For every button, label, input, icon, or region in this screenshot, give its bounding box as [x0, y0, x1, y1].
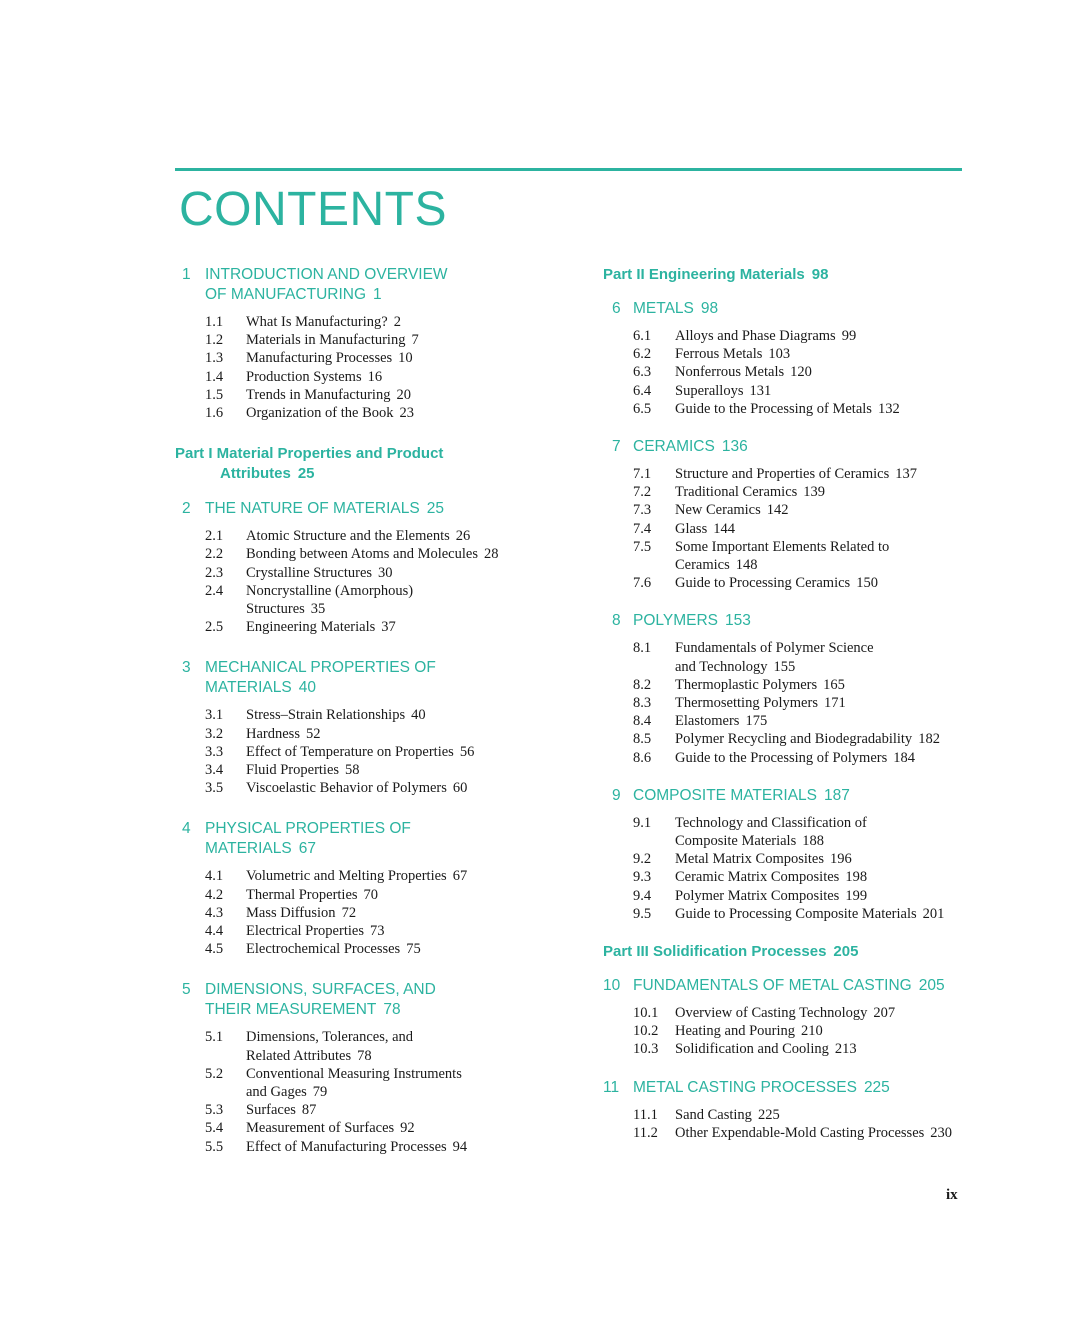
section-page-number: 199: [845, 887, 868, 904]
part-heading[interactable]: [603, 265, 973, 285]
section-number: 4.3: [205, 904, 224, 921]
section-number: 8.2: [633, 676, 652, 693]
section-title-line: Crystalline Structures 30: [246, 564, 393, 581]
header-rule: [175, 168, 962, 171]
section-number: 4.4: [205, 923, 224, 940]
section-number: 1.1: [205, 314, 224, 330]
toc-section-entry[interactable]: [175, 940, 565, 958]
chapter-page-number: 187: [824, 786, 850, 804]
section-title-line: Manufacturing Processes 10: [246, 350, 413, 367]
toc-section-entry[interactable]: [175, 867, 565, 885]
section-page-number: 225: [757, 1106, 780, 1123]
section-page-number: 73: [369, 923, 385, 940]
section-number: 10.1: [633, 1005, 659, 1022]
section-number: 2.4: [205, 582, 224, 599]
toc-section-entry[interactable]: [603, 1106, 973, 1124]
section-number: 3.3: [205, 743, 224, 760]
chapter-title-line: DIMENSIONS, SURFACES, AND: [205, 981, 436, 999]
section-title-line: Viscoelastic Behavior of Polymers 60: [246, 780, 468, 797]
part-title-line: Part I Material Properties and Product: [175, 445, 444, 463]
section-list: [175, 867, 565, 958]
toc-section-entry[interactable]: [175, 618, 565, 636]
chapter-title-line: COMPOSITE MATERIALS 187: [633, 786, 850, 804]
toc-section-entry[interactable]: [175, 313, 565, 331]
chapter-number: 9: [612, 786, 621, 804]
toc-section-entry[interactable]: [175, 368, 565, 386]
section-page-number: 120: [790, 364, 812, 381]
section-page-number: 155: [773, 658, 796, 675]
section-title-line: Electrical Properties 73: [246, 923, 385, 940]
section-list: [603, 465, 973, 592]
section-page-number: 87: [301, 1102, 317, 1119]
section-number: 6.3: [633, 364, 652, 381]
section-page-number: 182: [918, 731, 940, 748]
section-title-line: Effect of Manufacturing Processes 94: [246, 1138, 468, 1155]
chapter-page-number: 205: [918, 977, 945, 995]
section-number: 8.1: [633, 640, 652, 657]
section-title-line: Trends in Manufacturing 20: [246, 386, 411, 403]
section-number: 2.2: [205, 546, 224, 563]
section-number: 9.2: [633, 851, 652, 868]
section-title-line: Hardness 52: [246, 725, 321, 742]
chapter-title-line: THE NATURE OF MATERIALS 25: [205, 500, 444, 518]
section-title-line: Related Attributes 78: [246, 1047, 372, 1064]
section-page-number: 103: [768, 346, 791, 363]
section-number: 7.4: [633, 520, 652, 537]
section-list: [175, 706, 565, 797]
section-number: 1.3: [205, 350, 224, 367]
section-page-number: 67: [452, 868, 468, 885]
toc-section-entry[interactable]: [175, 349, 565, 367]
part-title-line: Attributes 25: [220, 465, 315, 483]
chapter-title-line: OF MANUFACTURING 1: [205, 286, 382, 303]
section-list: [603, 327, 973, 418]
toc-section-entry[interactable]: [175, 1101, 565, 1119]
section-page-number: 79: [312, 1084, 328, 1101]
chapter-page-number: 153: [725, 612, 751, 630]
section-title-line: Metal Matrix Composites 196: [675, 851, 852, 868]
section-page-number: 132: [877, 400, 900, 417]
section-title-line: New Ceramics 142: [675, 502, 789, 519]
section-title-line: Fundamentals of Polymer Science: [675, 640, 874, 657]
chapter-number: 8: [612, 612, 621, 630]
chapter-number: 10: [603, 977, 621, 995]
section-title-line: Guide to Processing Ceramics 150: [675, 575, 878, 592]
section-number: 7.3: [633, 502, 652, 519]
section-title-line: Conventional Measuring Instruments: [246, 1065, 462, 1082]
toc-section-entry[interactable]: [603, 1022, 973, 1040]
section-number: 4.1: [205, 868, 224, 885]
toc-section-entry[interactable]: [603, 850, 973, 868]
section-number: 9.5: [633, 905, 652, 922]
toc-section-entry[interactable]: [603, 676, 973, 694]
section-number: 5.3: [205, 1102, 224, 1119]
toc-section-entry[interactable]: [175, 886, 565, 904]
section-number: 3.5: [205, 780, 224, 797]
section-number: 7.6: [633, 575, 652, 592]
section-number: 8.3: [633, 695, 652, 712]
section-page-number: 175: [745, 713, 768, 730]
section-title-line: Ferrous Metals 103: [675, 346, 791, 363]
section-title-line: Other Expendable-Mold Casting Processes 230: [675, 1124, 953, 1141]
section-page-number: 171: [823, 695, 846, 712]
section-page-number: 198: [845, 869, 868, 886]
chapter-page-number: 136: [721, 438, 748, 456]
toc-section-entry[interactable]: [603, 749, 973, 767]
section-title-line: Production Systems 16: [246, 368, 383, 385]
section-number: 7.1: [633, 466, 652, 483]
section-title-line: Superalloys 131: [675, 382, 772, 399]
part-heading[interactable]: [175, 444, 565, 484]
section-number: 6.1: [633, 328, 652, 344]
chapter-page-number: 1: [373, 286, 382, 303]
toc-section-entry[interactable]: [603, 483, 973, 501]
section-title-line: Thermal Properties 70: [246, 886, 379, 903]
toc-section-entry[interactable]: [603, 814, 973, 850]
section-title-line: Surfaces 87: [246, 1102, 317, 1119]
section-number: 3.4: [205, 762, 224, 779]
section-list: [603, 639, 973, 766]
section-title-line: Technology and Classification of: [675, 814, 867, 831]
chapter-heading[interactable]: [603, 437, 973, 457]
section-number: 11.2: [633, 1124, 658, 1141]
section-list: [603, 1106, 973, 1142]
section-title-line: Guide to the Processing of Metals 132: [675, 400, 900, 417]
toc-section-entry[interactable]: [175, 386, 565, 404]
toc-section-entry[interactable]: [603, 905, 973, 923]
section-number: 9.4: [633, 887, 652, 904]
toc-section-entry[interactable]: [175, 1119, 565, 1137]
toc-section-entry[interactable]: [603, 730, 973, 748]
section-page-number: 188: [802, 833, 824, 850]
section-number: 2.3: [205, 564, 224, 581]
chapter-heading[interactable]: [603, 1078, 973, 1098]
section-number: 3.2: [205, 725, 224, 742]
section-number: 1.5: [205, 386, 224, 403]
toc-section-entry[interactable]: [603, 639, 973, 675]
chapter-heading[interactable]: [603, 786, 973, 806]
toc-section-entry[interactable]: [175, 1065, 565, 1101]
toc-section-entry[interactable]: [603, 694, 973, 712]
section-number: 1.4: [205, 368, 224, 385]
part-title-line: Part III Solidification Processes 205: [603, 943, 859, 961]
section-number: 6.2: [633, 346, 652, 363]
chapter-heading[interactable]: [175, 499, 565, 519]
section-page-number: 92: [400, 1120, 415, 1137]
toc-section-entry[interactable]: [603, 538, 973, 574]
toc-section-entry[interactable]: [603, 574, 973, 592]
section-page-number: 201: [922, 905, 945, 922]
section-title-line: Heating and Pouring 210: [675, 1023, 823, 1040]
section-page-number: 230: [930, 1124, 953, 1141]
toc-section-entry[interactable]: [603, 501, 973, 519]
section-title-line: Elastomers 175: [675, 713, 768, 730]
section-list: [175, 1028, 565, 1155]
section-page-number: 37: [381, 619, 396, 636]
section-title-line: Organization of the Book 23: [246, 405, 415, 422]
toc-section-entry[interactable]: [175, 564, 565, 582]
section-number: 1.2: [205, 332, 224, 349]
section-number: 10.2: [633, 1023, 659, 1040]
section-number: 1.6: [205, 405, 224, 422]
chapter-title-line: MATERIALS 67: [205, 840, 316, 858]
section-title-line: Atomic Structure and the Elements 26: [246, 528, 471, 545]
toc-section-entry[interactable]: [603, 345, 973, 363]
section-title-line: Some Important Elements Related to: [675, 538, 890, 555]
chapter-number: 11: [603, 1078, 620, 1096]
toc-section-entry[interactable]: [603, 520, 973, 538]
section-number: 8.5: [633, 731, 652, 748]
toc-section-entry[interactable]: [603, 868, 973, 886]
section-title-line: Composite Materials 188: [675, 833, 824, 850]
section-page-number: 148: [735, 557, 758, 574]
section-title-line: Thermosetting Polymers 171: [675, 695, 846, 712]
section-title-line: Overview of Casting Technology 207: [675, 1005, 896, 1022]
chapter-heading[interactable]: [175, 819, 565, 859]
section-title-line: Volumetric and Melting Properties 67: [246, 868, 468, 885]
section-number: 5.4: [205, 1120, 224, 1137]
section-list: [175, 313, 565, 422]
section-title-line: Polymer Recycling and Biodegradability 182: [675, 731, 940, 748]
section-title-line: Traditional Ceramics 139: [675, 484, 826, 501]
section-title-line: Stress–Strain Relationships 40: [246, 707, 426, 724]
chapter-page-number: 25: [426, 500, 444, 518]
chapter-heading[interactable]: [603, 611, 973, 631]
section-number: 4.2: [205, 886, 224, 903]
section-title-line: Alloys and Phase Diagrams 99: [675, 328, 857, 344]
section-page-number: 137: [895, 466, 917, 483]
section-page-number: 99: [841, 328, 857, 344]
section-page-number: 213: [834, 1041, 857, 1058]
section-page-number: 2: [393, 314, 401, 330]
chapter-title-line: METALS 98: [633, 300, 719, 317]
section-page-number: 210: [801, 1023, 823, 1040]
section-number: 9.3: [633, 869, 652, 886]
toc-section-entry[interactable]: [603, 465, 973, 483]
chapter-heading[interactable]: [175, 658, 565, 698]
toc-section-entry[interactable]: [175, 545, 565, 563]
section-number: 6.5: [633, 400, 652, 417]
section-page-number: 16: [367, 368, 383, 385]
toc-section-entry[interactable]: [175, 1028, 565, 1064]
chapter-number: 1: [182, 266, 191, 283]
section-page-number: 196: [830, 851, 852, 868]
section-title-line: Mass Diffusion 72: [246, 904, 357, 921]
section-page-number: 7: [411, 332, 419, 349]
chapter-title-line: MATERIALS 40: [205, 679, 316, 697]
section-page-number: 78: [357, 1047, 372, 1064]
section-title-line: Ceramic Matrix Composites 198: [675, 869, 868, 886]
toc-section-entry[interactable]: [175, 527, 565, 545]
section-page-number: 70: [363, 886, 379, 903]
toc-section-entry[interactable]: [603, 712, 973, 730]
section-title-line: and Technology 155: [675, 658, 796, 675]
chapter-page-number: 225: [863, 1078, 890, 1096]
section-title-line: Nonferrous Metals 120: [675, 364, 812, 381]
chapter-title-line: CERAMICS 136: [633, 438, 748, 456]
section-number: 2.1: [205, 528, 224, 545]
section-page-number: 139: [803, 484, 826, 501]
toc-section-entry[interactable]: [175, 1138, 565, 1156]
section-title-line: Effect of Temperature on Properties 56: [246, 743, 475, 760]
section-title-line: Materials in Manufacturing 7: [246, 332, 419, 349]
toc-section-entry[interactable]: [603, 382, 973, 400]
section-title-line: Thermoplastic Polymers 165: [675, 676, 845, 693]
part-title-line: Part II Engineering Materials 98: [603, 266, 829, 283]
toc-section-entry[interactable]: [603, 887, 973, 905]
section-title-line: Ceramics 148: [675, 557, 758, 574]
chapter-title-line: METAL CASTING PROCESSES 225: [633, 1078, 890, 1096]
toc-section-entry[interactable]: [175, 761, 565, 779]
section-number: 7.5: [633, 538, 652, 555]
toc-section-entry[interactable]: [175, 706, 565, 724]
part-heading[interactable]: [603, 942, 973, 962]
section-number: 5.1: [205, 1029, 224, 1046]
section-number: 3.1: [205, 707, 224, 724]
toc-section-entry[interactable]: [175, 743, 565, 761]
section-title-line: Polymer Matrix Composites 199: [675, 887, 868, 904]
chapter-page-number: 67: [298, 840, 316, 858]
chapter-heading[interactable]: [603, 299, 973, 319]
section-title-line: Solidification and Cooling 213: [675, 1041, 857, 1058]
toc-section-entry[interactable]: [175, 922, 565, 940]
toc-section-entry[interactable]: [603, 363, 973, 381]
section-title-line: and Gages 79: [246, 1084, 328, 1101]
chapter-heading[interactable]: [175, 265, 565, 305]
section-page-number: 144: [713, 520, 735, 537]
section-number: 4.5: [205, 941, 224, 958]
part-page-number: 25: [297, 465, 315, 483]
chapter-page-number: 98: [700, 300, 719, 317]
toc-section-entry[interactable]: [603, 1040, 973, 1058]
toc-section-entry[interactable]: [175, 404, 565, 422]
section-title-line: Electrochemical Processes 75: [246, 941, 421, 958]
section-list: [603, 1004, 973, 1059]
section-list: [175, 527, 565, 636]
section-page-number: 75: [406, 941, 421, 958]
part-page-number: 205: [833, 943, 859, 961]
section-page-number: 58: [345, 762, 360, 779]
section-page-number: 35: [310, 601, 326, 618]
section-title-line: Guide to Processing Composite Materials 201: [675, 905, 945, 922]
chapter-title-line: FUNDAMENTALS OF METAL CASTING 205: [633, 977, 945, 995]
section-page-number: 20: [396, 386, 411, 403]
page-number: ix: [946, 1187, 958, 1203]
section-page-number: 23: [399, 405, 415, 422]
page-title: CONTENTS: [179, 183, 447, 236]
chapter-title-line: PHYSICAL PROPERTIES OF: [205, 820, 411, 838]
chapter-title-line: THEIR MEASUREMENT 78: [205, 1001, 401, 1019]
toc-section-entry[interactable]: [175, 904, 565, 922]
section-title-line: Guide to the Processing of Polymers 184: [675, 749, 915, 766]
toc-section-entry[interactable]: [603, 1124, 973, 1142]
section-number: 9.1: [633, 814, 652, 831]
chapter-page-number: 78: [383, 1001, 401, 1019]
section-page-number: 60: [452, 780, 468, 797]
section-number: 11.1: [633, 1106, 658, 1123]
section-page-number: 30: [378, 564, 393, 581]
chapter-number: 5: [182, 981, 191, 999]
toc-section-entry[interactable]: [603, 400, 973, 418]
chapter-page-number: 40: [298, 679, 316, 697]
section-page-number: 150: [856, 575, 878, 592]
section-page-number: 28: [483, 546, 499, 563]
section-title-line: Dimensions, Tolerances, and: [246, 1029, 414, 1046]
section-page-number: 165: [823, 676, 845, 693]
section-number: 2.5: [205, 619, 224, 636]
section-title-line: Noncrystalline (Amorphous): [246, 582, 414, 599]
section-number: 8.6: [633, 749, 652, 766]
section-title-line: Bonding between Atoms and Molecules 28: [246, 546, 499, 563]
section-page-number: 26: [455, 528, 471, 545]
toc-section-entry[interactable]: [603, 1004, 973, 1022]
section-number: 5.5: [205, 1138, 224, 1155]
section-number: 6.4: [633, 382, 652, 399]
section-number: 8.4: [633, 713, 652, 730]
chapter-heading[interactable]: [175, 980, 565, 1020]
section-page-number: 131: [749, 382, 772, 399]
section-page-number: 40: [411, 707, 426, 724]
section-title-line: What Is Manufacturing? 2: [246, 314, 401, 330]
section-page-number: 207: [873, 1005, 896, 1022]
toc-right-column: [603, 265, 973, 1161]
section-title-line: Fluid Properties 58: [246, 762, 360, 779]
chapter-number: 4: [182, 820, 191, 838]
toc-section-entry[interactable]: [175, 331, 565, 349]
section-page-number: 94: [452, 1138, 468, 1155]
section-list: [603, 814, 973, 923]
chapter-title-line: POLYMERS 153: [633, 612, 751, 630]
toc-section-entry[interactable]: [175, 779, 565, 797]
chapter-number: 6: [612, 300, 621, 317]
toc-section-entry[interactable]: [603, 327, 973, 345]
section-number: 7.2: [633, 484, 652, 501]
section-title-line: Structure and Properties of Ceramics 137: [675, 466, 917, 483]
section-number: 10.3: [633, 1041, 659, 1058]
chapter-title-line: INTRODUCTION AND OVERVIEW: [205, 266, 448, 283]
chapter-number: 7: [612, 438, 621, 456]
chapter-heading[interactable]: [603, 976, 973, 996]
section-title-line: Glass 144: [675, 520, 735, 537]
chapter-title-line: MECHANICAL PROPERTIES OF: [205, 659, 436, 677]
section-page-number: 52: [305, 725, 321, 742]
section-page-number: 72: [341, 904, 357, 921]
section-page-number: 10: [398, 350, 413, 367]
chapter-number: 3: [182, 659, 191, 677]
section-page-number: 142: [766, 502, 789, 519]
toc-section-entry[interactable]: [175, 582, 565, 618]
section-title-line: Engineering Materials 37: [246, 619, 396, 636]
section-page-number: 184: [893, 749, 915, 766]
section-title-line: Measurement of Surfaces 92: [246, 1120, 415, 1137]
section-number: 5.2: [205, 1065, 224, 1082]
section-title-line: Structures 35: [246, 601, 326, 618]
chapter-number: 2: [182, 500, 191, 518]
section-title-line: Sand Casting 225: [675, 1106, 780, 1123]
toc-section-entry[interactable]: [175, 725, 565, 743]
part-page-number: 98: [811, 266, 829, 283]
toc-left-column: [175, 265, 565, 1178]
section-page-number: 56: [459, 743, 475, 760]
